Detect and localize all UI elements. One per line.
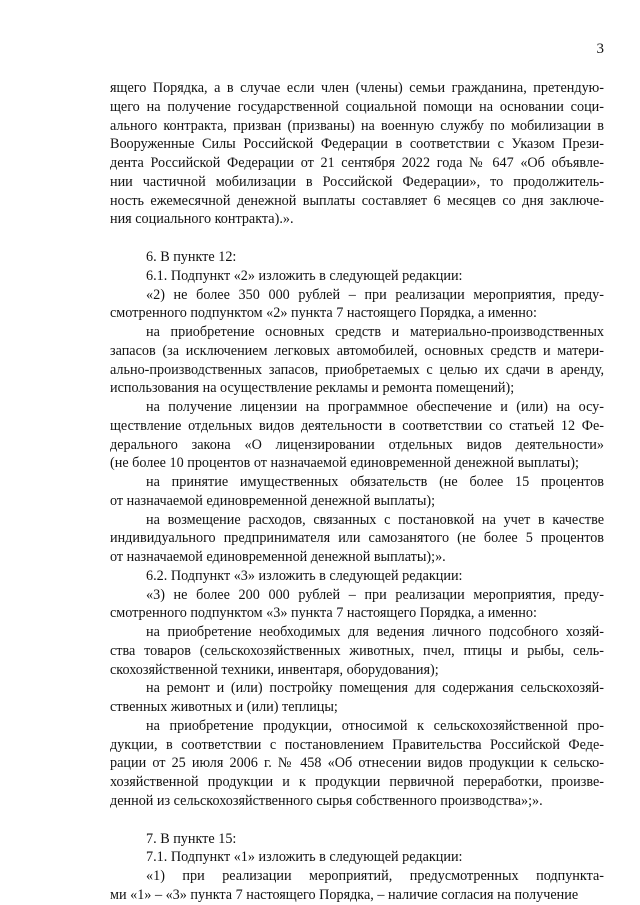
paragraph	[110, 398, 604, 473]
text-line: ственных животных и (или) теплицы;	[110, 699, 338, 715]
text-line: ства товаров (сельскохозяйственных животных, пчел, птицы и рыбы, сель-	[110, 642, 604, 659]
text-line: ального контракта, призван (призваны) на военную службу по мобилизации в	[110, 117, 604, 134]
paragraph	[110, 473, 604, 511]
page-number: 3	[596, 41, 604, 57]
text-line: дукции, в соответствии с постановлением Правительства Российской Феде-	[110, 736, 604, 753]
text-line: запасов (за исключением легковых автомобилей, основных средств и матери-	[110, 342, 604, 359]
text-line: от назначаемой единовременной денежной выплаты);	[110, 492, 436, 509]
text-line: ния социального контракта).».	[110, 211, 294, 228]
paragraph	[110, 830, 604, 849]
text-line: на ремонт и (или) постройку помещения для содержания сельскохозяй-	[146, 680, 604, 697]
text-line: ность ежемесячной денежной выплаты составляет 6 месяцев со дня заключе-	[110, 192, 604, 209]
text-line: на приобретение необходимых для ведения личного подсобного хозяй-	[146, 624, 604, 640]
text-line: ально-производственных запасов, приобретаемых с целью их сдачи в аренду,	[110, 361, 604, 378]
text-line: денной из сельскохозяйственного сырья собственного производства»;».	[110, 792, 543, 809]
text-line: нии частичной мобилизации в Российской Федерации», то продолжитель-	[110, 173, 604, 190]
paragraph-gap	[110, 811, 604, 830]
text-line: от назначаемой единовременной денежной выплаты);».	[110, 549, 446, 565]
paragraph	[110, 323, 604, 398]
text-line: Вооруженные Силы Российской Федерации в соответствии с Указом Прези-	[110, 136, 604, 153]
text-line: на приобретение основных средств и материально-производственных	[146, 324, 604, 340]
paragraph	[110, 848, 604, 867]
text-line: смотренного подпунктом «3» пункта 7 настоящего Порядка, а именно:	[110, 605, 537, 622]
text-line: 6.2. Подпункт «3» изложить в следующей редакции:	[146, 567, 463, 584]
paragraph	[110, 586, 604, 624]
document-body	[110, 79, 604, 905]
text-line: ящего Порядка, а в случае если член (члены) семьи гражданина, претендую-	[110, 80, 604, 96]
paragraph	[110, 267, 604, 286]
text-line: на возмещение расходов, связанных с постановкой на учет в качестве	[146, 511, 604, 528]
text-line: ществление отдельных видов деятельности в соответствии со статьей 12 Фе-	[110, 417, 604, 434]
text-line: индивидуального предпринимателя или самозанятого (не более 5 процентов	[110, 530, 604, 547]
paragraph	[110, 679, 604, 717]
paragraph	[110, 248, 604, 267]
paragraph	[110, 79, 604, 229]
text-line: «2) не более 350 000 рублей – при реализации мероприятия, преду-	[146, 286, 604, 303]
text-line: использования на осуществление рекламы и ремонта помещений);	[110, 380, 515, 397]
text-line: (не более 10 процентов от назначаемой единовременной денежной выплаты);	[110, 455, 579, 472]
text-line: «3) не более 200 000 рублей – при реализации мероприятия, преду-	[146, 586, 604, 603]
text-line: дерального закона «О лицензировании отдельных видов деятельности»	[110, 436, 604, 453]
text-line: на принятие имущественных обязательств (не более 15 процентов	[146, 474, 604, 490]
paragraph	[110, 567, 604, 586]
paragraph	[110, 623, 604, 679]
paragraph	[110, 867, 604, 905]
text-line: «1) при реализации мероприятий, предусмотренных подпункта-	[146, 868, 604, 884]
text-line: дента Российской Федерации от 21 сентября 2022 года № 647 «Об объявле-	[110, 155, 604, 171]
text-line: 6.1. Подпункт «2» изложить в следующей редакции:	[146, 267, 463, 284]
paragraph	[110, 717, 604, 811]
paragraph	[110, 511, 604, 567]
text-line: на получение лицензии на программное обеспечение и (или) на осу-	[146, 399, 604, 415]
text-line: 6. В пункте 12:	[146, 249, 237, 265]
paragraph-gap	[110, 229, 604, 248]
text-line: щего на получение государственной социальной помощи на основании соци-	[110, 98, 604, 115]
text-line: ми «1» – «3» пункта 7 настоящего Порядка, – наличие согласия на получение	[110, 886, 579, 903]
text-line: рации от 25 июля 2006 г. № 458 «Об отнесении видов продукции к сельско-	[110, 755, 604, 772]
text-line: хозяйственной продукции и к продукции первичной переработки, произве-	[110, 774, 604, 790]
text-line: смотренного подпунктом «2» пункта 7 настоящего Порядка, а именно:	[110, 305, 537, 322]
text-line: 7. В пункте 15:	[146, 830, 237, 847]
text-line: скохозяйственной техники, инвентаря, оборудования);	[110, 661, 439, 678]
text-line: на приобретение продукции, относимой к сельскохозяйственной про-	[146, 717, 604, 734]
paragraph	[110, 286, 604, 324]
text-line: 7.1. Подпункт «1» изложить в следующей редакции:	[146, 849, 463, 866]
